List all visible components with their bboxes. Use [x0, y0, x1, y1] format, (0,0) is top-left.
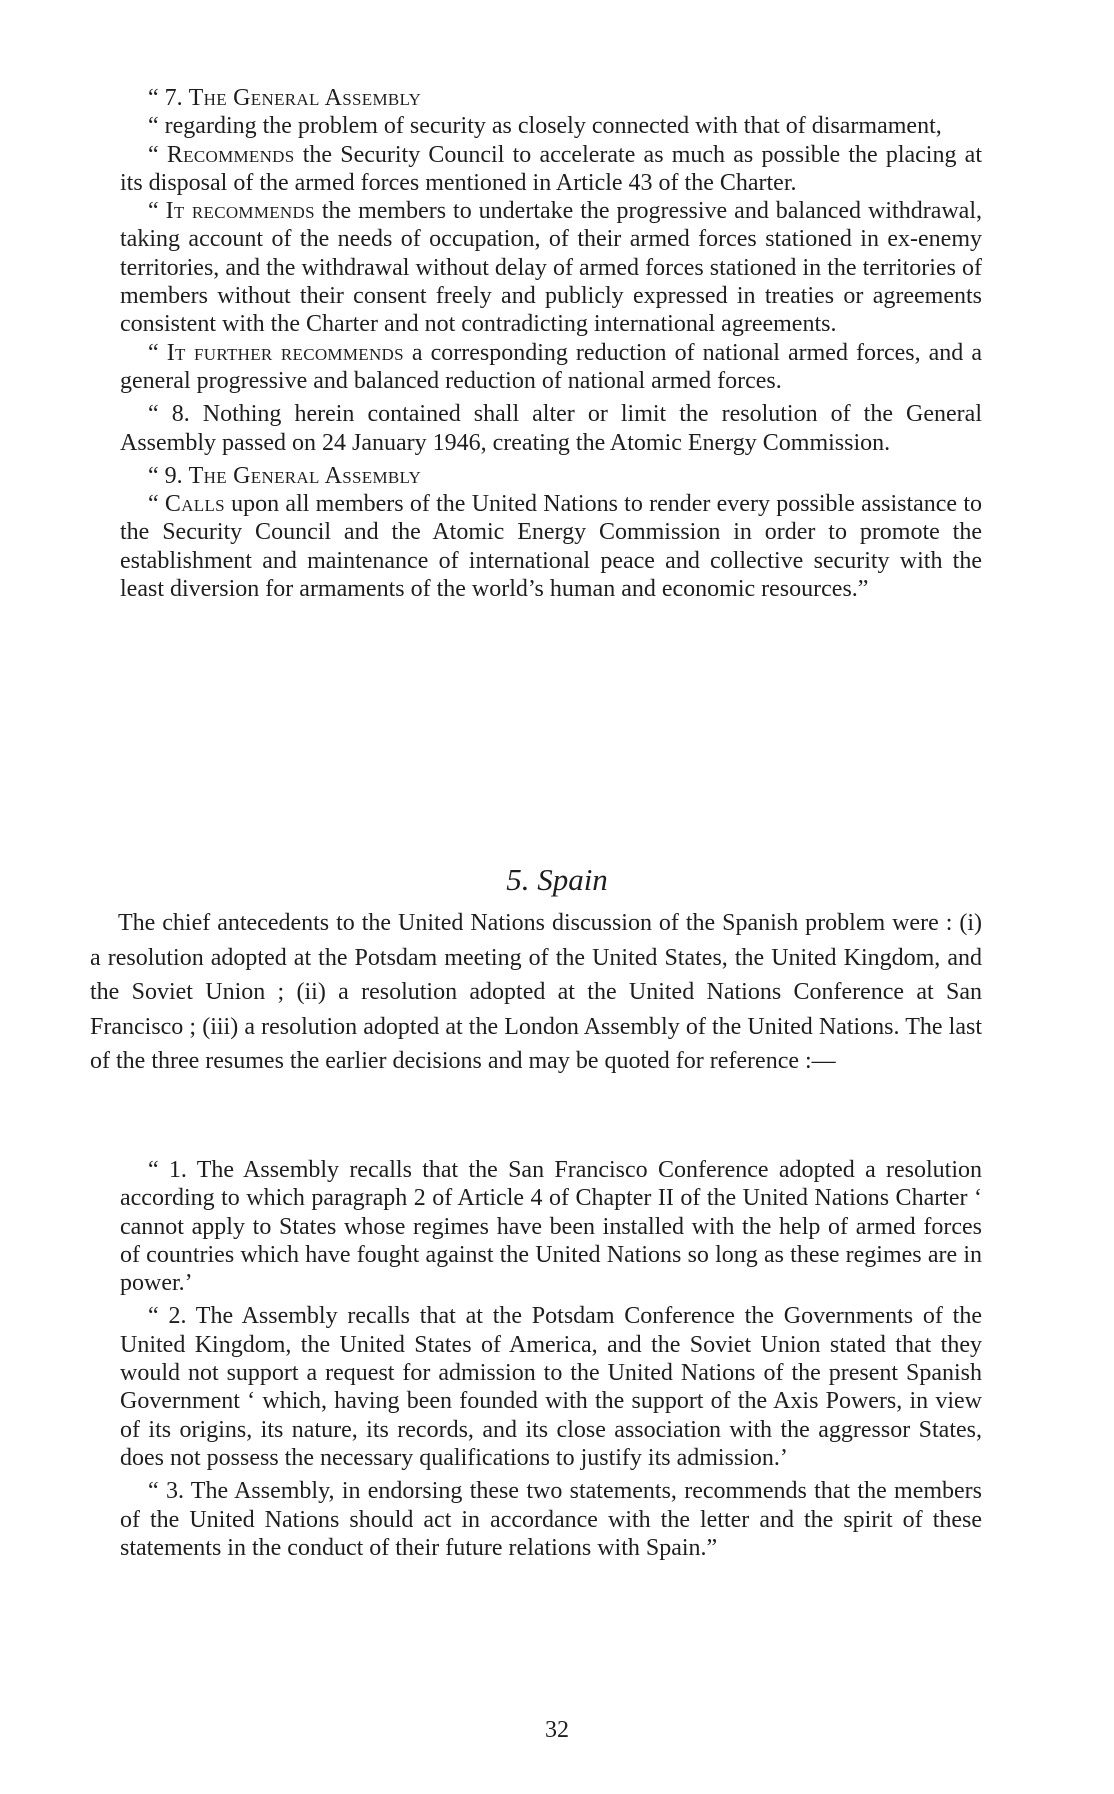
paragraph-8: “ 8. Nothing herein contained shall alter or limit the resolution of the General Assembly passed on 24 January 1946, creating the Atomic Energy Commission.	[120, 401, 982, 456]
paragraph-7-further-recommends	[120, 339, 982, 396]
small-caps-verb: Calls	[164, 491, 225, 518]
resolution-continued-block	[120, 84, 982, 603]
small-caps-verb: It further recommends	[166, 339, 404, 366]
quote-number: “ 9.	[148, 462, 189, 489]
section-heading-spain: 5. Spain	[506, 862, 608, 897]
paragraph-body: upon all members of the United Nations to render every possible assistance to the Security Council and the Atomic Energy Commission in order to promote the establishment and maintenance of international peace and collective security with the least diversion for armaments of the world’s human and economic resources.”	[120, 491, 982, 603]
paragraph-7-recommends	[120, 141, 982, 198]
quote-number: “ 7.	[148, 85, 189, 111]
paragraph-9-heading	[120, 462, 982, 490]
quote-mark: “	[148, 141, 167, 168]
small-caps-verb: It recommends	[165, 198, 315, 225]
resolution-point-2: “ 2. The Assembly recalls that at the Potsdam Conference the Governments of the United Kingdom, the United States of America, and the Soviet Union stated that they would not support a request for admission to the United Nations of the present Spanish Government ‘ which, having been founded with the support of the Axis Powers, in view of its origins, its nature, its records, and its close association with the aggressor States, does not possess the necessary qualifications to justify its admission.’	[120, 1303, 982, 1471]
paragraph-7-heading	[120, 84, 982, 112]
section-intro	[90, 906, 982, 1079]
page-number: 32	[545, 1717, 569, 1743]
quote-mark: “	[148, 491, 165, 518]
small-caps-verb: Recommends	[166, 141, 295, 168]
quote-mark: “	[148, 198, 166, 225]
london-resolution-block	[120, 1156, 982, 1562]
resolution-point-1: “ 1. The Assembly recalls that the San Francisco Conference adopted a resolution according to which paragraph 2 of Article 4 of Chapter II of the United Nations Charter ‘ cannot apply to States whose regimes have been installed with the help of armed forces of countries which have fought against the United Nations so long as these regimes are in power.’	[120, 1157, 982, 1297]
paragraph-9-calls	[120, 490, 982, 603]
paragraph-body: the members to undertake the progressive and balanced withdrawal, taking account of the needs of occupation, of their armed forces stationed in ex-enemy territories, and the withdrawal without delay of armed forces stationed in the territories of members without their consent freely and publicly expressed in treaties or agreements consistent with the Charter and not contradicting international agreements.	[120, 198, 982, 338]
paragraph-body: a corresponding reduction of national armed forces, and a general progressive and balanced reduction of national armed forces.	[120, 339, 983, 394]
intro-paragraph: The chief antecedents to the United Nations discussion of the Spanish problem were : (i) a resolution adopted at the Potsdam meeting of the United States, the United Kingdom, and the Soviet Union ; (ii) a resolution adopted at the United Nations Conference at San Francisco ; (iii) a resolution adopted at the London Assembly of the United Nations. The last of the three resumes the earlier decisions and may be quoted for reference :—	[90, 910, 982, 1074]
small-caps-heading: The General Assembly	[188, 462, 422, 489]
quote-mark: “	[148, 339, 167, 366]
paragraph-7-it-recommends	[120, 197, 982, 338]
paragraph-body: the Security Council to accelerate as much as possible the placing at its disposal of the armed forces mentioned in Article 43 of the Charter.	[120, 141, 982, 196]
small-caps-heading: The General Assembly	[188, 85, 422, 111]
paragraph-7-regarding: “ regarding the problem of security as closely connected with that of disarmament,	[148, 113, 942, 140]
resolution-point-3: “ 3. The Assembly, in endorsing these two statements, recommends that the members of the United Nations should act in accordance with the letter and the spirit of these statements in the conduct of their future relations with Spain.”	[120, 1478, 982, 1561]
